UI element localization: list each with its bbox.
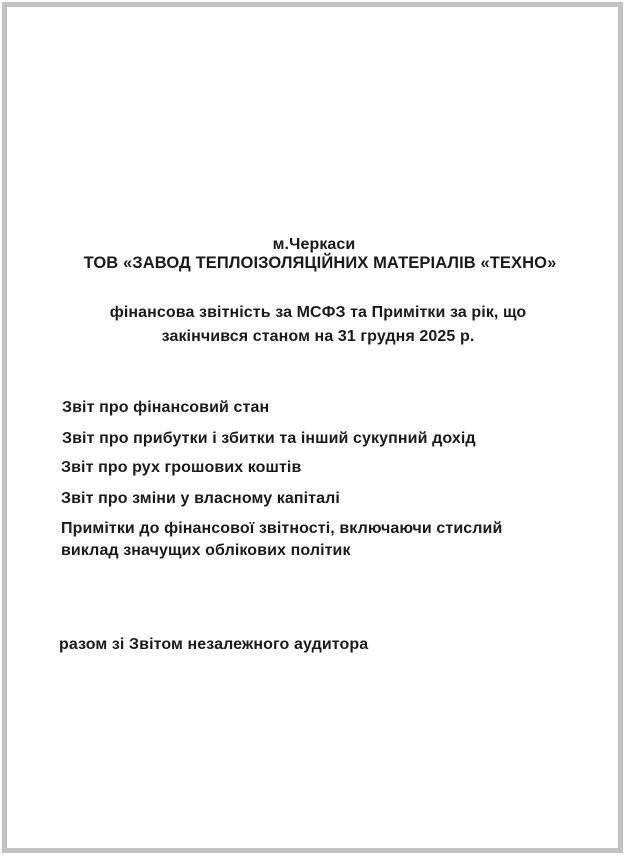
contents-item-notes-line-2: виклад значущих облікових політик [61,542,351,559]
contents-item-notes-line-1: Примітки до фінансової звітності, включаючи стислий [61,520,503,537]
document-page-frame [2,2,623,853]
report-subtitle-line-2: закінчився станом на 31 грудня 2025 р. [161,328,475,345]
auditor-report-note: разом зі Звітом незалежного аудитора [59,636,369,653]
contents-item-cash-flows: Звіт про рух грошових коштів [61,459,302,476]
contents-item-equity-changes: Звіт про зміни у власному капіталі [61,490,340,507]
contents-item-profit-loss: Звіт про прибутки і збитки та інший сукупний дохід [62,430,476,447]
city-heading: м.Черкаси [272,236,356,253]
company-title: ТОВ «ЗАВОД ТЕПЛОІЗОЛЯЦІЙНИХ МАТЕРІАЛІВ «ТЕХНО» [83,254,557,272]
report-subtitle-line-1: фінансова звітність за МСФЗ та Примітки за рік, що [109,304,527,321]
contents-item-financial-position: Звіт про фінансовий стан [62,399,270,416]
